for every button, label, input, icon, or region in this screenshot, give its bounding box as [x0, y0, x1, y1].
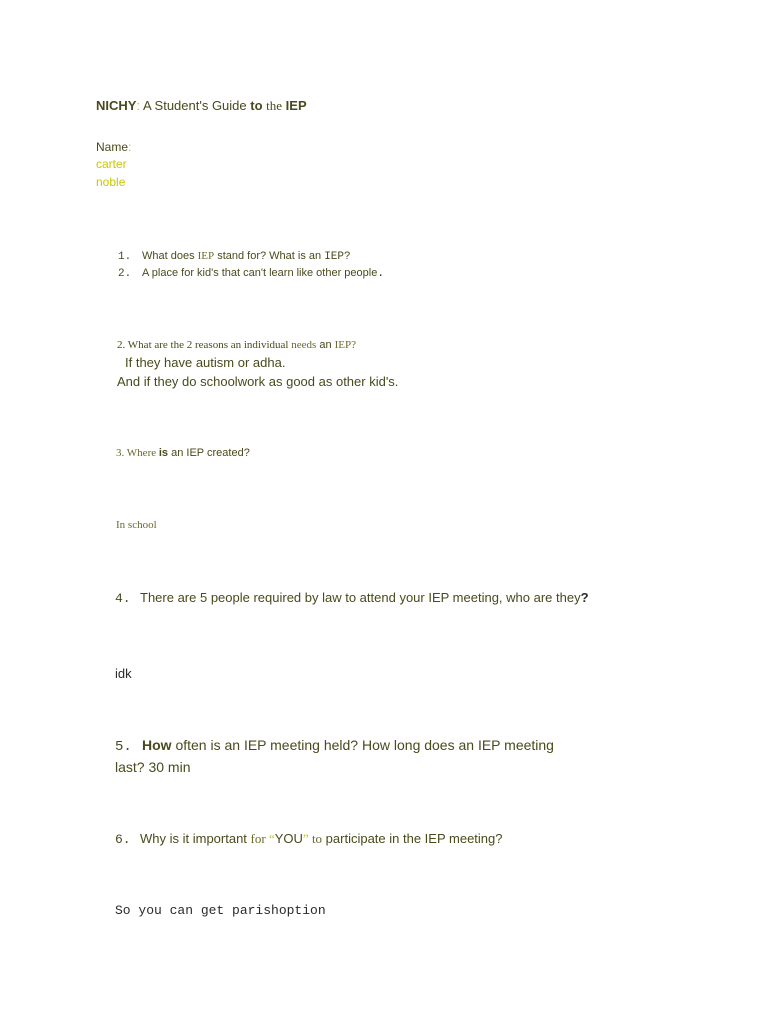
title-the: the [266, 98, 283, 113]
q6-answer: So you can get parishoption [115, 903, 326, 918]
q1-answer-period: . [377, 268, 384, 280]
q6-to: to [308, 831, 323, 846]
q4-answer: idk [115, 666, 132, 681]
q2-answer-2: And if they do schoolwork as good as other kid's. [117, 374, 399, 389]
q2-b: needs [291, 339, 317, 351]
question-3 [116, 447, 250, 459]
name-first: carter [96, 157, 127, 171]
q1-item-1 [118, 250, 351, 263]
q1-answer: A place for kid's that can't learn like other people [142, 267, 378, 279]
title-to: to [250, 98, 263, 113]
name-last: noble [96, 175, 126, 189]
document-title [96, 98, 307, 114]
question-6 [115, 831, 503, 847]
q6-you: YOU [274, 831, 303, 846]
q6-g: participate in the IEP meeting? [322, 831, 503, 846]
q4-qmark: ? [580, 590, 589, 605]
q4-num: 4. [115, 591, 131, 606]
q2-c: an [316, 339, 335, 351]
q1-item-2 [118, 267, 384, 280]
q2-answer-1: If they have autism or adha. [125, 355, 286, 370]
q6-num: 6. [115, 832, 131, 847]
q2-d: IEP? [334, 339, 357, 351]
q1-text-b: IEP [197, 250, 215, 262]
q6-a: Why is it important [140, 831, 251, 846]
q6-b: for [250, 831, 266, 846]
q3-a: 3. Where [116, 447, 159, 459]
q5-line1-rest: often is an IEP meeting held? How long does an IEP meeting [171, 737, 554, 753]
q3-b: is [158, 447, 169, 459]
q1-text-a: What does [142, 250, 198, 262]
q2-a: 2. What are the 2 reasons an individual [117, 339, 292, 351]
question-5-line-1 [115, 737, 554, 755]
name-label-line [96, 140, 131, 154]
question-5-line-2: last? 30 min [115, 759, 191, 775]
q3-answer: In school [116, 519, 157, 531]
q5-num: 5. [115, 739, 132, 755]
question-4 [115, 590, 589, 606]
q6-open-quote: “ [265, 831, 275, 846]
name-label: Name [96, 140, 129, 154]
q1-text-c: stand for? What is an [214, 250, 325, 262]
q1-text-d: IEP? [324, 251, 351, 263]
name-colon: : [128, 140, 132, 154]
title-colon: : [136, 98, 141, 113]
question-2 [117, 339, 356, 351]
q5-how: How [142, 737, 172, 753]
q4-text: There are 5 people required by law to attend your IEP meeting, who are they [140, 590, 581, 605]
q6-close-quote: ” [302, 831, 309, 846]
title-iep: IEP [282, 98, 307, 113]
title-part1: A Student's Guide [140, 98, 251, 113]
title-org: NICHY [96, 98, 137, 113]
q3-c: an IEP created? [168, 447, 250, 459]
q1-num-2: 2. [118, 268, 132, 280]
q1-num-1: 1. [118, 251, 132, 263]
